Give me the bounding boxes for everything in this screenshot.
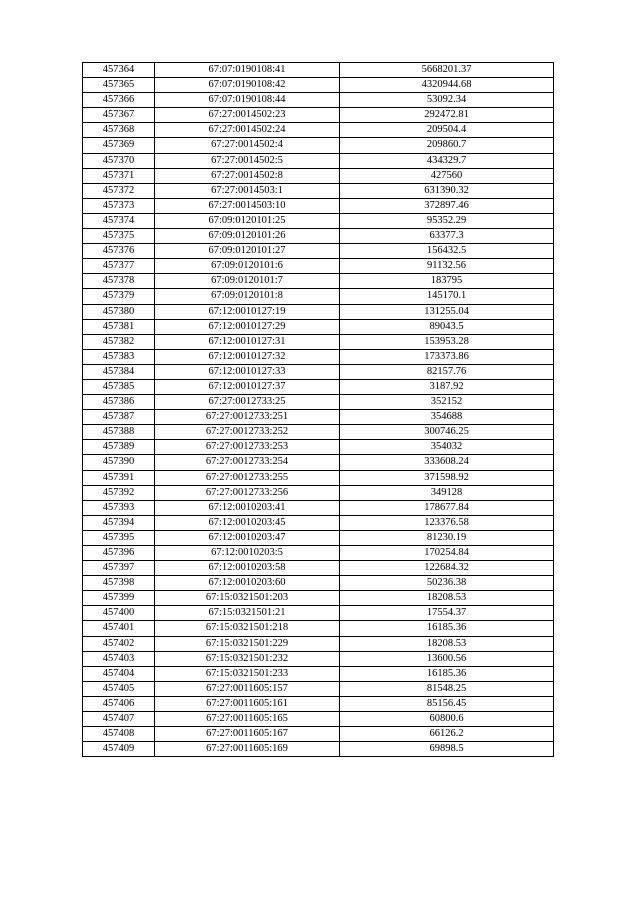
cadastral-number-cell: 67:27:0014502:23 [155, 108, 340, 123]
table-row [83, 666, 554, 681]
value-cell: 4320944.68 [340, 78, 554, 93]
value-cell: 354032 [340, 440, 554, 455]
value-cell: 66126.2 [340, 727, 554, 742]
row-number-cell: 457374 [83, 213, 155, 228]
row-number-cell: 457386 [83, 395, 155, 410]
row-number-cell: 457399 [83, 591, 155, 606]
row-number-cell: 457389 [83, 440, 155, 455]
table-row [83, 576, 554, 591]
cadastral-number-cell: 67:27:0012733:254 [155, 455, 340, 470]
cadastral-number-cell: 67:27:0011605:167 [155, 727, 340, 742]
value-cell: 81230.19 [340, 530, 554, 545]
row-number-cell: 457382 [83, 334, 155, 349]
value-cell: 16185.36 [340, 666, 554, 681]
cadastral-number-cell: 67:09:0120101:8 [155, 289, 340, 304]
row-number-cell: 457365 [83, 78, 155, 93]
value-cell: 354688 [340, 410, 554, 425]
value-cell: 69898.5 [340, 742, 554, 757]
value-cell: 95352.29 [340, 213, 554, 228]
cadastral-number-cell: 67:15:0321501:233 [155, 666, 340, 681]
row-number-cell: 457407 [83, 712, 155, 727]
row-number-cell: 457372 [83, 183, 155, 198]
value-cell: 131255.04 [340, 304, 554, 319]
cadastral-number-cell: 67:27:0012733:256 [155, 485, 340, 500]
table-row [83, 229, 554, 244]
table-row [83, 364, 554, 379]
value-cell: 153953.28 [340, 334, 554, 349]
cadastral-number-cell: 67:15:0321501:218 [155, 621, 340, 636]
cadastral-number-cell: 67:27:0012733:25 [155, 395, 340, 410]
cadastral-number-cell: 67:12:0010127:31 [155, 334, 340, 349]
cadastral-number-cell: 67:27:0014502:5 [155, 153, 340, 168]
value-cell: 122684.32 [340, 561, 554, 576]
row-number-cell: 457377 [83, 259, 155, 274]
cadastral-number-cell: 67:15:0321501:21 [155, 606, 340, 621]
value-cell: 434329.7 [340, 153, 554, 168]
cadastral-number-cell: 67:27:0011605:169 [155, 742, 340, 757]
cadastral-number-cell: 67:12:0010127:33 [155, 364, 340, 379]
value-cell: 60800.6 [340, 712, 554, 727]
cadastral-number-cell: 67:12:0010203:60 [155, 576, 340, 591]
cadastral-number-cell: 67:15:0321501:203 [155, 591, 340, 606]
row-number-cell: 457396 [83, 546, 155, 561]
cadastral-number-cell: 67:15:0321501:232 [155, 651, 340, 666]
table-row [83, 636, 554, 651]
table-row [83, 274, 554, 289]
table-row [83, 108, 554, 123]
value-cell: 292472.81 [340, 108, 554, 123]
cadastral-number-cell: 67:27:0012733:252 [155, 425, 340, 440]
row-number-cell: 457388 [83, 425, 155, 440]
row-number-cell: 457390 [83, 455, 155, 470]
table-row [83, 183, 554, 198]
table-row [83, 78, 554, 93]
cadastral-number-cell: 67:07:0190108:44 [155, 93, 340, 108]
row-number-cell: 457402 [83, 636, 155, 651]
table-row [83, 319, 554, 334]
cadastral-number-cell: 67:09:0120101:25 [155, 213, 340, 228]
cadastral-number-cell: 67:27:0011605:157 [155, 681, 340, 696]
table-row [83, 621, 554, 636]
row-number-cell: 457394 [83, 515, 155, 530]
value-cell: 123376.58 [340, 515, 554, 530]
row-number-cell: 457406 [83, 696, 155, 711]
cadastral-number-cell: 67:12:0010203:45 [155, 515, 340, 530]
cadastral-number-cell: 67:07:0190108:41 [155, 63, 340, 78]
value-cell: 91132.56 [340, 259, 554, 274]
records-table-body [83, 63, 554, 757]
cadastral-number-cell: 67:12:0010203:5 [155, 546, 340, 561]
table-row [83, 727, 554, 742]
table-row [83, 530, 554, 545]
table-row [83, 138, 554, 153]
row-number-cell: 457380 [83, 304, 155, 319]
table-row [83, 334, 554, 349]
table-row [83, 289, 554, 304]
table-row [83, 455, 554, 470]
value-cell: 82157.76 [340, 364, 554, 379]
cadastral-number-cell: 67:09:0120101:6 [155, 259, 340, 274]
row-number-cell: 457397 [83, 561, 155, 576]
cadastral-number-cell: 67:09:0120101:7 [155, 274, 340, 289]
table-row [83, 379, 554, 394]
row-number-cell: 457373 [83, 198, 155, 213]
value-cell: 178677.84 [340, 500, 554, 515]
value-cell: 173373.86 [340, 349, 554, 364]
value-cell: 17554.37 [340, 606, 554, 621]
value-cell: 5668201.37 [340, 63, 554, 78]
cadastral-number-cell: 67:27:0014502:8 [155, 168, 340, 183]
cadastral-number-cell: 67:12:0010127:32 [155, 349, 340, 364]
table-row [83, 168, 554, 183]
value-cell: 63377.3 [340, 229, 554, 244]
row-number-cell: 457375 [83, 229, 155, 244]
row-number-cell: 457364 [83, 63, 155, 78]
cadastral-number-cell: 67:12:0010203:58 [155, 561, 340, 576]
row-number-cell: 457403 [83, 651, 155, 666]
row-number-cell: 457391 [83, 470, 155, 485]
row-number-cell: 457381 [83, 319, 155, 334]
cadastral-number-cell: 67:09:0120101:26 [155, 229, 340, 244]
table-row [83, 681, 554, 696]
records-table [82, 62, 554, 757]
row-number-cell: 457369 [83, 138, 155, 153]
table-row [83, 500, 554, 515]
value-cell: 209860.7 [340, 138, 554, 153]
row-number-cell: 457371 [83, 168, 155, 183]
cadastral-number-cell: 67:27:0011605:165 [155, 712, 340, 727]
row-number-cell: 457387 [83, 410, 155, 425]
row-number-cell: 457404 [83, 666, 155, 681]
value-cell: 371598.92 [340, 470, 554, 485]
row-number-cell: 457398 [83, 576, 155, 591]
cadastral-number-cell: 67:12:0010127:29 [155, 319, 340, 334]
cadastral-number-cell: 67:27:0014503:10 [155, 198, 340, 213]
table-row [83, 304, 554, 319]
value-cell: 50236.38 [340, 576, 554, 591]
table-row [83, 244, 554, 259]
value-cell: 89043.5 [340, 319, 554, 334]
table-row [83, 546, 554, 561]
value-cell: 53092.34 [340, 93, 554, 108]
table-row [83, 606, 554, 621]
table-row [83, 410, 554, 425]
value-cell: 18208.53 [340, 591, 554, 606]
value-cell: 18208.53 [340, 636, 554, 651]
value-cell: 333608.24 [340, 455, 554, 470]
value-cell: 3187.92 [340, 379, 554, 394]
table-row [83, 440, 554, 455]
table-row [83, 696, 554, 711]
table-row [83, 561, 554, 576]
table-row [83, 213, 554, 228]
value-cell: 85156.45 [340, 696, 554, 711]
table-row [83, 591, 554, 606]
table-row [83, 712, 554, 727]
cadastral-number-cell: 67:27:0014502:24 [155, 123, 340, 138]
cadastral-number-cell: 67:12:0010203:47 [155, 530, 340, 545]
row-number-cell: 457379 [83, 289, 155, 304]
value-cell: 145170.1 [340, 289, 554, 304]
cadastral-number-cell: 67:27:0014503:1 [155, 183, 340, 198]
cadastral-number-cell: 67:12:0010127:19 [155, 304, 340, 319]
row-number-cell: 457393 [83, 500, 155, 515]
table-row [83, 93, 554, 108]
cadastral-number-cell: 67:27:0014502:4 [155, 138, 340, 153]
cadastral-number-cell: 67:15:0321501:229 [155, 636, 340, 651]
cadastral-number-cell: 67:07:0190108:42 [155, 78, 340, 93]
table-row [83, 153, 554, 168]
row-number-cell: 457376 [83, 244, 155, 259]
table-row [83, 742, 554, 757]
value-cell: 349128 [340, 485, 554, 500]
value-cell: 209504.4 [340, 123, 554, 138]
table-row [83, 485, 554, 500]
row-number-cell: 457405 [83, 681, 155, 696]
table-row [83, 123, 554, 138]
row-number-cell: 457395 [83, 530, 155, 545]
row-number-cell: 457409 [83, 742, 155, 757]
cadastral-number-cell: 67:12:0010203:41 [155, 500, 340, 515]
table-row [83, 63, 554, 78]
value-cell: 372897.46 [340, 198, 554, 213]
value-cell: 170254.84 [340, 546, 554, 561]
table-row [83, 198, 554, 213]
table-row [83, 651, 554, 666]
row-number-cell: 457408 [83, 727, 155, 742]
row-number-cell: 457401 [83, 621, 155, 636]
table-row [83, 515, 554, 530]
table-row [83, 259, 554, 274]
value-cell: 300746.25 [340, 425, 554, 440]
value-cell: 183795 [340, 274, 554, 289]
row-number-cell: 457384 [83, 364, 155, 379]
cadastral-number-cell: 67:27:0012733:251 [155, 410, 340, 425]
table-row [83, 395, 554, 410]
row-number-cell: 457400 [83, 606, 155, 621]
cadastral-number-cell: 67:09:0120101:27 [155, 244, 340, 259]
row-number-cell: 457370 [83, 153, 155, 168]
row-number-cell: 457392 [83, 485, 155, 500]
cadastral-number-cell: 67:27:0012733:255 [155, 470, 340, 485]
value-cell: 631390.32 [340, 183, 554, 198]
table-row [83, 425, 554, 440]
cadastral-number-cell: 67:27:0011605:161 [155, 696, 340, 711]
row-number-cell: 457383 [83, 349, 155, 364]
value-cell: 352152 [340, 395, 554, 410]
table-row [83, 470, 554, 485]
row-number-cell: 457367 [83, 108, 155, 123]
value-cell: 13600.56 [340, 651, 554, 666]
value-cell: 427560 [340, 168, 554, 183]
cadastral-number-cell: 67:12:0010127:37 [155, 379, 340, 394]
value-cell: 156432.5 [340, 244, 554, 259]
cadastral-number-cell: 67:27:0012733:253 [155, 440, 340, 455]
table-row [83, 349, 554, 364]
value-cell: 16185.36 [340, 621, 554, 636]
row-number-cell: 457385 [83, 379, 155, 394]
value-cell: 81548.25 [340, 681, 554, 696]
row-number-cell: 457366 [83, 93, 155, 108]
row-number-cell: 457378 [83, 274, 155, 289]
row-number-cell: 457368 [83, 123, 155, 138]
